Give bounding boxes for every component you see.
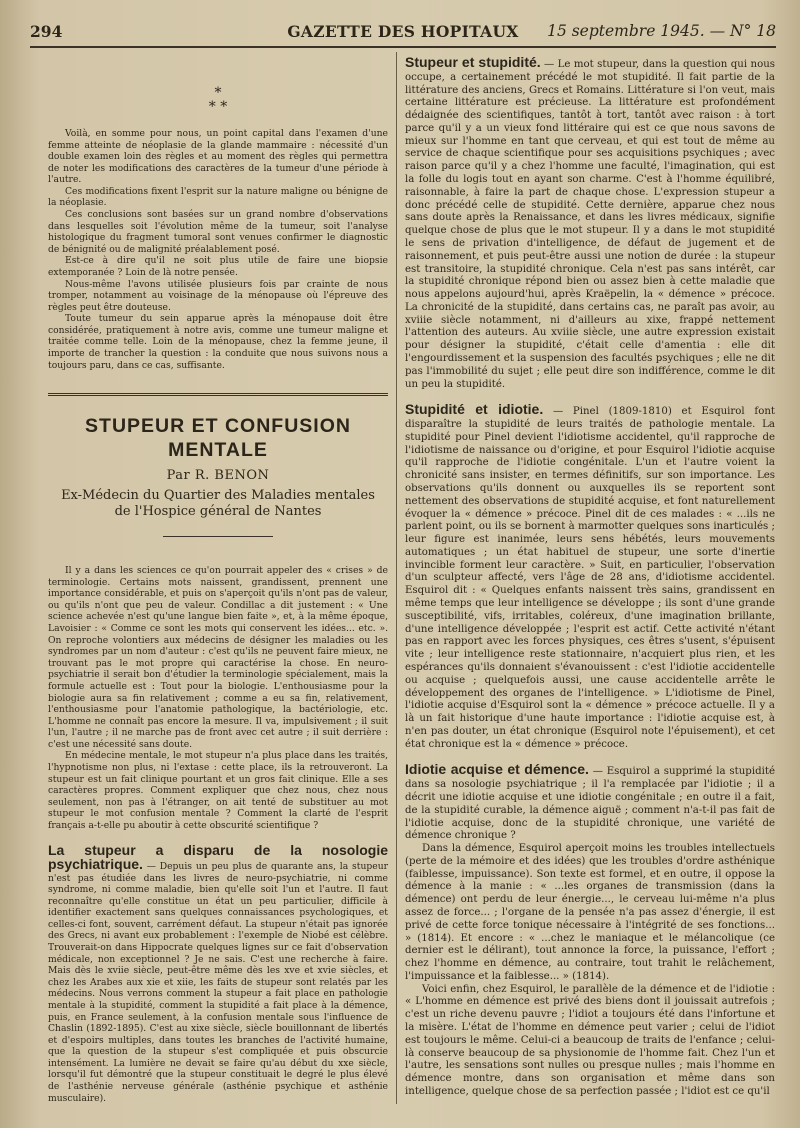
paragraph: Voici enfin, chez Esquirol, le parallèle de la démence et de l'idiotie : « L'homme en démence est privé des biens dont il jouissait autrefois ; c'est un riche devenu pauvre ; l'idiot a toujours été dans l'infortune et la misère. L'état de l'homme en démence peut varier ; celui de l'idiot est toujours le même. Celui-ci a beaucoup de traits de l'enfance ; celui-là conserve beaucoup de sa physionomie de l'homme fait. Chez l'un et l'autre, les sensations sont nulles ou presque nulles ; mais l'homme en démence montre, dans son organisation et même dans son intelligence, quelque chose de sa perfection passée ; l'idiot est ce qu'il xyxy=(405,983,775,1097)
subsection-paragraph xyxy=(48,842,388,1104)
right-column xyxy=(405,56,775,1099)
subsection-heading: Idiotie acquise et démence. xyxy=(405,761,589,778)
paragraph: Il y a dans les sciences ce qu'on pourrait appeler des « crises » de terminologie. Certains mots naissent, grandissent, prennent une importance considérable, et puis on s'aperçoit qu'ils n'ont pas de valeur, ou qu'ils n'ont que peu de valeur. Condillac a dit justement : « Une science achevée n'est qu'une langue bien faite », et, à la même époque, Lavoisier : « Comme ce sont les mots qui conservent les idées... etc. ». On reproche volontiers aux médecins de désigner les maladies ou les syndromes par un nom d'auteur : c'est qu'ils ne peuvent faire mieux, ne trouvant pas le mot propre qui caractérise la chose. En neuro-psychiatrie il serait bon d'étudier la terminologie spécialement, mais la formule actuelle est : Tout pour la biologie. L'enthousiasme pour la biologie aura sa fin relativement ; comme a eu sa fin, relativement, l'enthousiasme pour l'anatomie pathologique, la bactériologie, etc. L'homme ne connaît pas encore la mesure. Il va, impulsivement ; il suit l'un, l'autre ; il ne marche pas de front avec cet autre ; il suit derrière : c'est une nécessité sans doute. xyxy=(48,565,388,750)
page-header xyxy=(30,22,776,42)
subsection-text: — Esquirol a supprimé la stupidité dans sa nosologie psychiatrique ; il l'a remplacée par l'idiotie ; il a décrit une idiotie acquise et une idiotie congénitale ; en outre il a fait, de la stupidité curable, la démence aiguë ; comment n'a-t-il pas fait de l'idiotie acquise, donc de la stupidité chronique, une variété de démence chronique ? xyxy=(405,766,775,842)
paragraph: Toute tumeur du sein apparue après la ménopause doit être considérée, pratiquement à notre avis, comme une tumeur maligne et traitée comme telle. Loin de la ménopause, chez la femme jeune, il importe de trancher la question : la conduite que nous suivons nous a toujours paru, dans ce cas, suffisante. xyxy=(48,313,388,371)
subsection-paragraph xyxy=(405,763,775,843)
header-rule xyxy=(30,46,776,48)
paragraph: Ces conclusions sont basées sur un grand nombre d'observations dans lesquelles soit l'évolution même de la tumeur, soit l'analyse histologique du fragment tumoral sont venues confirmer le diagnostic de bénignité ou de malignité préalablement posé. xyxy=(48,209,388,255)
left-column xyxy=(48,56,388,1104)
subsection-paragraph xyxy=(405,403,775,751)
subsection-text: — Le mot stupeur, dans la question qui nous occupe, a certainement précédé le mot stupidité. Il fait partie de la littérature des anciens, Grecs et Romains. Littérature si l'on veut, mais certaine littérature est précieuse. La littérature est profondément dédaignée des scientifiques, tantôt à tort, tantôt avec raison : à tort parce qu'il y a un vieux fond littéraire qui est ce que nous savons de mieux sur l'homme en tant que cerveau, et qui est tout de même au service de chaque scientifique pour ses acquisitions psychiques ; avec raison parce qu'il y a chez l'homme une faculté, l'imagination, qui est la folle du logis tout en ayant son charme. C'est à l'homme équilibré, raisonnable, à faire la part de chaque chose. L'expression stupeur a donc précédé celle de stupidité. Cette dernière, apparue chez nous sans doute après la Renaissance, et dans les livres médicaux, signifie quelque chose de plus que le mot stupeur. Il y a dans le mot stupidité le sens de privation d'intelligence, de défaut de jugement et de raisonnement, et puis peut-être aussi une notion de durée : la stupeur est transitoire, la stupidité chronique. Cela n'est pas sans intérêt, car la stupidité chronique répond bien ou assez bien à cette maladie que nous appelons aujourd'hui, après Kraëpelin, la « démence » précoce. La chronicité de la stupidité, dans certains cas, ne paraît pas avoir, au xviiie siècle notamment, ni d'ailleurs au xixe, frappé nettement l'attention des auteurs. Au xviiie siècle, une autre expression existait pour désigner la stupidité, c'était celle d'amentia : elle dit l'engourdissement et la suspension des facultés psychiques ; elle ne dit pas l'immobilité du sujet ; elle peut dire son indifférence, comme le dit un peu la stupidité. xyxy=(405,59,775,390)
journal-title: GAZETTE DES HOPITAUX xyxy=(287,22,519,41)
article-author: Par R. BENON xyxy=(166,468,270,484)
author-affiliation: Ex-Médecin du Quartier des Maladies mentales xyxy=(61,488,375,504)
section-stars: * * * xyxy=(208,85,228,115)
section-divider xyxy=(48,393,388,396)
page-number: 294 xyxy=(30,22,63,41)
paragraph: Nous-même l'avons utilisée plusieurs fois par crainte de nous tromper, notamment au voisinage de la ménopause où l'épreuve des règles peut être douteuse. xyxy=(48,278,388,313)
title-rule xyxy=(163,536,273,537)
issue-date: 15 septembre 1945. — N° 18 xyxy=(547,22,776,40)
subsection-heading: Stupidité et idiotie. xyxy=(405,401,544,418)
subsection-heading: La stupeur a disparu de la nosologie psychiatrique. xyxy=(48,842,388,873)
subsection-text: — Pinel (1809-1810) et Esquirol font disparaître la stupidité de leurs traités de pathologie mentale. La stupidité pour Pinel devient l'idiotisme accidentel, qu'il rapproche de l'idiotisme de naissance ou d'origine, et pour Esquirol l'idiotie acquise qu'il rapproche de l'idiotie congénitale. L'un et l'autre voient la chronicité sans insister, en termes définitifs, sur son importance. Les observations qu'ils donnent ou auxquelles ils se reportent sont nettement des observations de stupidité acquise, et font naturellement évoquer la « démence » précoce. Pinel dit de ces malades : « ...ils ne parlent point, ou ils se bornent à marmotter quelques sons inarticulés ; leur figure est inanimée, leurs sens hébétés, leurs mouvements automatiques ; un état habituel de stupeur, une sorte d'inertie invincible forment leur caractère. » Suit, en particulier, l'observation d'un sculpteur affecté, vers l'âge de 28 ans, d'idiotisme accidentel. Esquirol dit : « Quelques enfants naissent très sains, grandissent en même temps que leur intelligence se développe ; ils sont d'une grande susceptibilité, vifs, irritables, coléreux, d'une imagination brillante, d'une intelligence développée ; l'esprit est actif. Cette activité n'étant pas en rapport avec les forces physiques, ces êtres s'usent, s'épuisent vite ; leur intelligence reste stationnaire, n'acquiert plus rien, et les espérances qu'ils donnaient s'évanouissent : c'est l'idiotie accidentelle ou acquise ; quelquefois aussi, une cause accidentelle arrête le développement des organes de l'intelligence. » L'idiotisme de Pinel, l'idiotie acquise d'Esquirol sont la « démence » précoce actuelle. Il y a là un fait historique d'une haute importance : l'idiotie acquise est, à n'en pas douter, un état chronique (Esquirol note l'épuisement), et cet état chronique est la « démence » précoce. xyxy=(405,406,775,750)
column-divider xyxy=(396,52,397,1104)
paragraph: Voilà, en somme pour nous, un point capital dans l'examen d'une femme atteinte de néoplasie de la glande mammaire : nécessité d'un double examen loin des règles et au moment des règles qui permettra de noter les modifications des caractères de la tumeur d'une période à l'autre. xyxy=(48,128,388,186)
paragraph: Est-ce à dire qu'il ne soit plus utile de faire une biopsie extemporanée ? Loin de là notre pensée. xyxy=(48,255,388,278)
article-title: STUPEUR ET CONFUSION MENTALE xyxy=(85,415,351,462)
subsection-heading: Stupeur et stupidité. xyxy=(405,54,541,70)
author-affiliation: de l'Hospice général de Nantes xyxy=(114,504,322,520)
paragraph: Dans la démence, Esquirol aperçoit moins les troubles intellectuels (perte de la mémoire et des idées) que les troubles d'ordre asthénique (faiblesse, impuissance). Son texte est formel, et en outre, il oppose la démence à la manie : « ...les organes de transmission (dans la démence) ont perdu de leur énergie..., le cerveau lui-même n'a plus assez de force... ; l'organe de la pensée n'a pas assez d'énergie, il est privé de cette force tonique nécessaire à l'intégrité de ses fonctions... » (1814). Et encore : « ...chez le maniaque et le mélancolique (ce dernier est le délirant), tout annonce la force, la puissance, l'effort ; chez l'homme en démence, au contraire, tout trahit le relâchement, l'impuissance et la faiblesse... » (1814). xyxy=(405,843,775,982)
subsection-text: — Depuis un peu plus de quarante ans, la stupeur n'est pas étudiée dans les livres de neuro-psychiatrie, ni comme syndrome, ni comme maladie, bien qu'elle soit l'un et l'autre. Il faut reconnaître qu'elle constitue un état un peu particulier, difficile à identifier exactement sans quelques connaissances psychologiques, et celles-ci font, souvent, carrément défaut. La stupeur n'était pas ignorée des Grecs, ni avant eux probablement : l'exemple de Niobé est célèbre. Trouverait-on dans Hippocrate quelques lignes sur ce fait d'observation médicale, non exceptionnel ? Je ne sais. C'est une recherche à faire. Mais dès le xviie siècle, peut-être même dès les xve et xvie siècles, et chez les Arabes aux xie et xiie, les faits de stupeur sont relatés par les médecins. Nous verrons comment la stupeur a fait place en pathologie mentale à la stupidité, comment la stupidité a fait place à la démence, puis, en France seulement, à la confusion mentale sous l'influence de Chaslin (1892-1895). C'est au xixe siècle, siècle bouillonnant de libertés et d'espoirs multiples, dans toutes les branches de l'activité humaine, que la question de la stupeur s'est compliquée et puis obscurcie intensément. La lumière ne devait se faire qu'au début du xxe siècle, lorsqu'il fut démontré que la stupeur constituait le degré le plus élevé de l'asthénie nerveuse générale (asthénie psychique et asthénie musculaire). xyxy=(48,861,388,1104)
paragraph: En médecine mentale, le mot stupeur n'a plus place dans les traités, l'hypnotisme non plus, ni l'extase : cette place, ils la retrouveront. La stupeur est un fait clinique pourtant et un gros fait clinique. Elle a ses caractères propres. Comment expliquer que chez nous, chez nous seulement, non pas à l'étranger, on ait tenté de substituer au mot stupeur le mot confusion mentale ? Comment la clarté de l'esprit français a-t-elle pu aboutir à cette obscurité scientifique ? xyxy=(48,750,388,831)
subsection-paragraph xyxy=(405,56,775,391)
paragraph: Ces modifications fixent l'esprit sur la nature maligne ou bénigne de la néoplasie. xyxy=(48,185,388,209)
